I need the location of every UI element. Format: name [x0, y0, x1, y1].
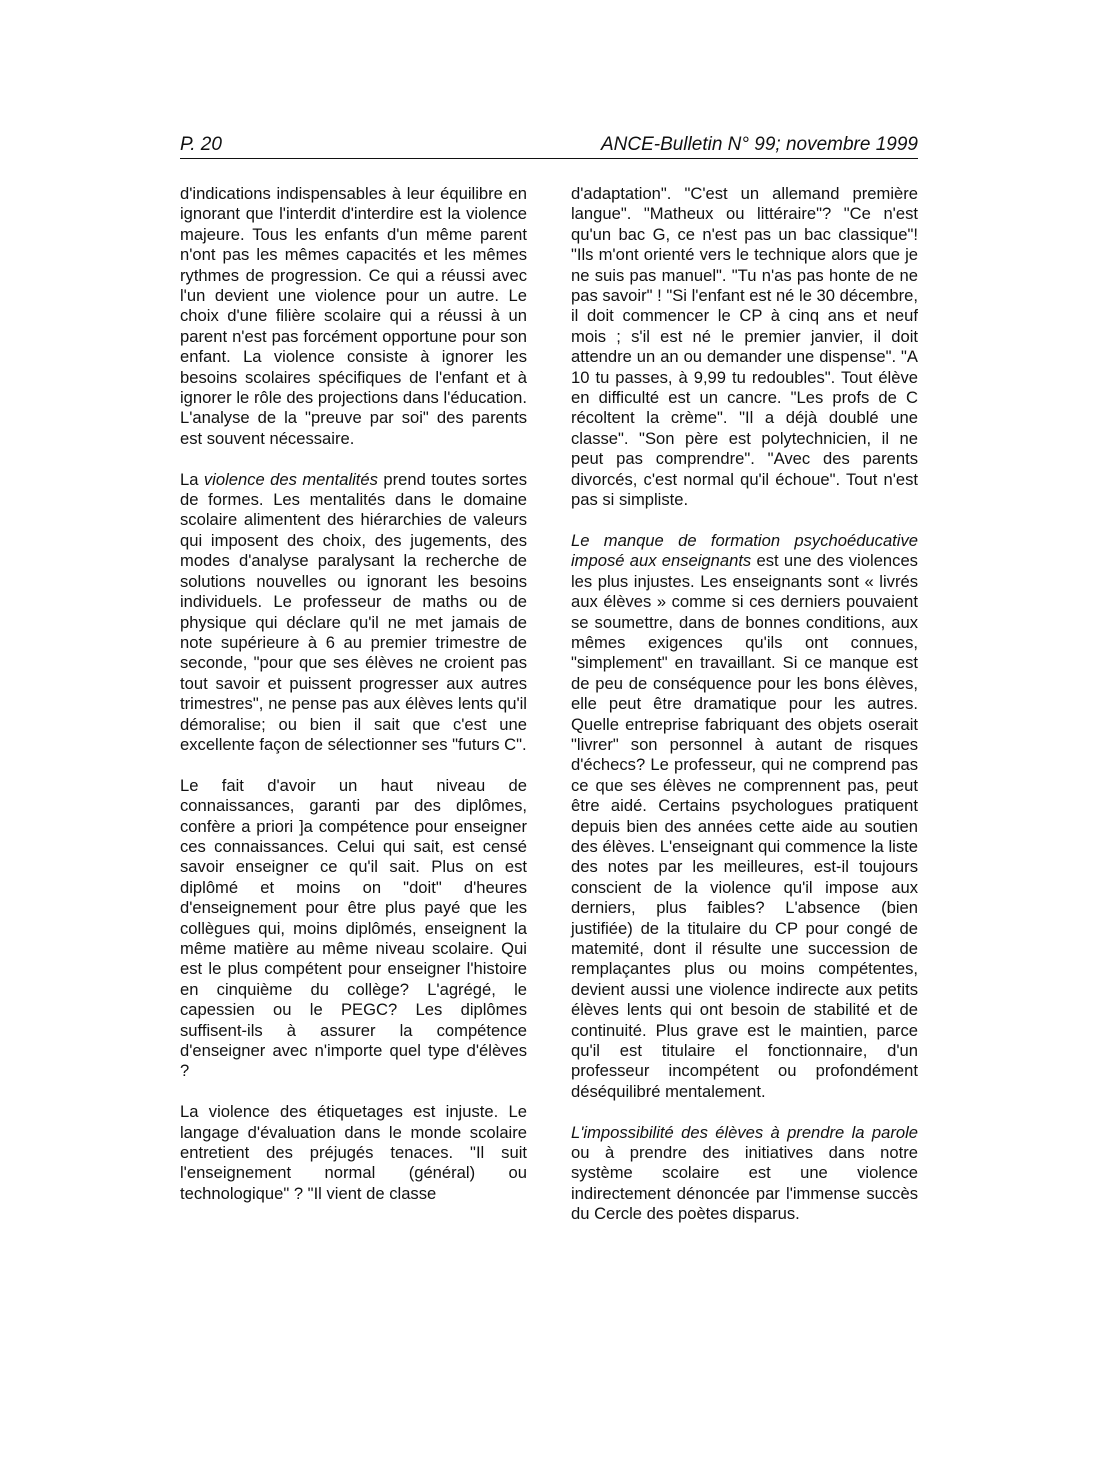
paragraph: Le fait d'avoir un haut niveau de connaissances, garanti par des diplômes, confère a priori ]a compétence pour enseigner ces connaissances. Celui qui sait, est censé savoir enseigner ce qu'il sait. Plus on est diplômé et moins on "doit" d'heures d'enseignement pour être plus payé que les collègues qui, moins diplômés, enseignent la même matière au même niveau scolaire. Qui est le plus compétent pour enseigner l'histoire en cinquième du collège? L'agrégé, le capessien ou le PEGC? Les diplômes suffisent-ils à assurer la compétence d'enseigner avec n'importe quel type d'élèves ? — [180, 775, 527, 1081]
paragraph-text: La — [180, 469, 204, 489]
paragraph: d'indications indispensables à leur équilibre en ignorant que l'interdit d'interdire est la violence majeure. Tous les enfants d'un même parent n'ont pas les mêmes capacités et les mêmes rythmes de progression. Ce qui a réussi avec l'un devient une violence pour un autre. Le choix d'une filière scolaire qui a réussi à un parent n'est pas forcément opportune pour son enfant. La violence consiste à ignorer les besoins scolaires spécifiques de l'enfant et à ignorer le rôle des projections dans l'éducation. L'analyse de la "preuve par soi" des parents est souvent nécessaire. — [180, 184, 527, 448]
emphasis-text: Le manque de formation psychoéducative imposé aux enseignants — [571, 530, 918, 571]
paragraph — [571, 1123, 918, 1225]
paragraph: La violence des étiquetages est injuste. Le langage d'évaluation dans le monde scolaire entretient des préjugés tenaces. "Il suit l'enseignement normal (général) ou technologique" ? "Il vient de classe — [180, 1102, 527, 1203]
right-column — [571, 184, 918, 1225]
paragraph-text: ou à prendre des initiatives dans notre système scolaire est une violence indirectement dénoncée par l'immense succès du Cercle des poètes disparus. — [571, 1143, 918, 1224]
paragraph — [571, 531, 918, 1102]
emphasis-text: L'impossibilité des élèves à prendre la parole — [571, 1122, 918, 1142]
page-header — [180, 134, 918, 159]
paragraph: d'adaptation". "C'est un allemand première langue". "Matheux ou littéraire"? "Ce n'est qu'un bac G, ce n'est pas un bac classique"! "Ils m'ont orienté vers le technique alors que je ne suis pas manuel". "Tu n'as pas honte de ne pas savoir" ! "Si l'enfant est né le 30 décembre, il doit commencer le CP à cinq ans et neuf mois ; s'il est né le premier janvier, il doit attendre un an ou demander une dispense". "A 10 tu passes, à 9,99 tu redoubles". Tout élève en difficulté est un cancre. "Les profs de C récoltent la crème". "Il a déjà doublé une classe". "Son père est polytechnicien, il ne peut pas comprendre". "Avec des parents divorcés, c'est normal qu'il échoue". Tout n'est pas si simpliste. — [571, 184, 919, 510]
paragraph-text: est une des violences les plus injustes. Les enseignants sont « livrés aux élèves » comme si ces derniers pouvaient se soumettre, dans de bonnes conditions, aux mêmes exigences qu'ils ont connues, "simplement" en travaillant. Si ce manque est de peu de conséquence pour les bons élèves, elle peut être dramatique pour les autres. Quelle entreprise fabriquant des objets oserait "livrer" son personnel à autant de risques d'échecs? Le professeur, qui ne comprend pas ce que ses élèves ne comprennent pas, peut être aidé. Certains psychologues pratiquent depuis bien des années cette aide au soutien des élèves. L'enseignant qui commence la liste des notes par les meilleures, est-il toujours conscient de la violence qu'il impose aux derniers, plus faibles? L'absence (bien justifiée) de la titulaire du CP pour congé de matemité, dont il résulte une succession de remplaçantes plus ou moins compétentes, devient aussi une violence indirecte aux petits élèves lents qui ont besoin de stabilité et de continuité. Plus grave est le maintien, parce qu'il est titulaire el fonctionnaire, d'un professeur incompétent ou profondément déséquilibré mentalement. — [571, 551, 918, 1101]
paragraph-text: prend toutes sortes de formes. Les mentalités dans le domaine scolaire alimentent des hiérarchies de valeurs qui imposent des choix, des jugements, des modes d'analyse paralysant la recherche de solutions nouvelles ou ignorant les besoins individuels. Le professeur de maths ou de physique qui déclare qu'il ne met jamais de note supérieure à 6 au premier trimestre de seconde, "pour que ses élèves ne croient pas tout savoir et puissent progresser aux autres trimestres", ne pense pas aux élèves lents qu'il démoralise; ou bien il sait que c'est une excellente façon de sélectionner ses "futurs C". — [180, 469, 527, 754]
emphasis-text: violence des mentalités — [203, 469, 378, 489]
left-column — [180, 184, 527, 1204]
page-number: P. 20 — [180, 134, 222, 155]
bulletin-title: ANCE-Bulletin N° 99; novembre 1999 — [600, 134, 918, 155]
paragraph — [180, 470, 527, 756]
